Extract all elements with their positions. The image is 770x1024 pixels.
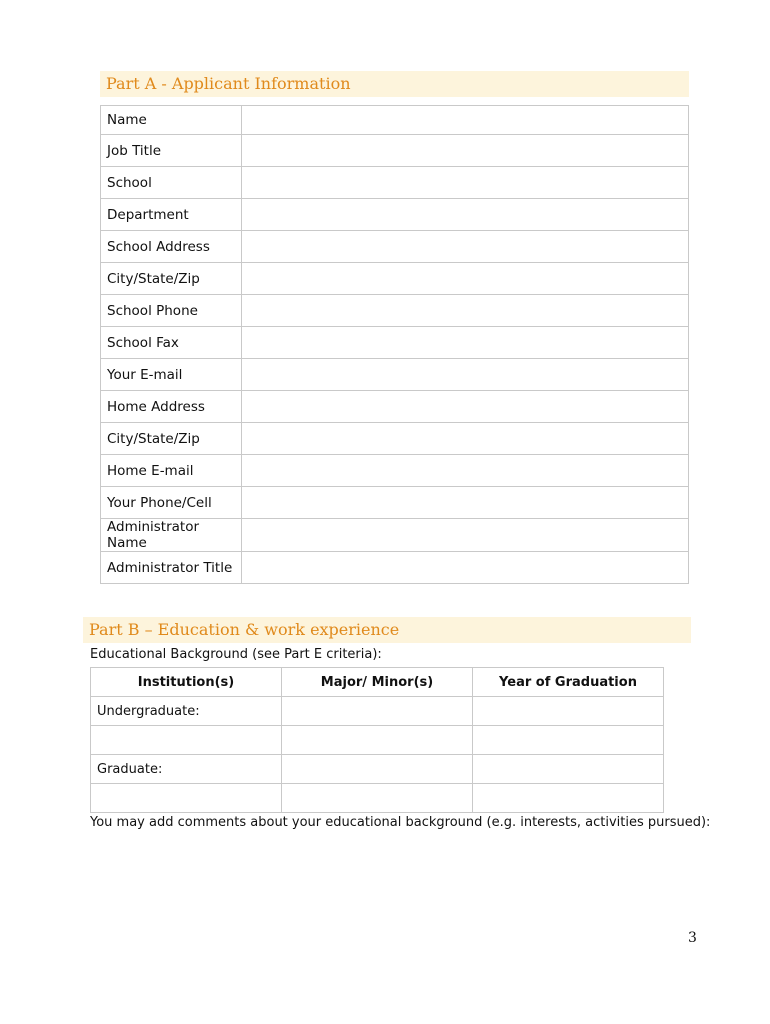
field-label: Name	[101, 106, 242, 135]
comments-note: You may add comments about your educational background (e.g. interests, activities pursued):	[90, 815, 711, 830]
field-label: City/State/Zip	[101, 263, 242, 295]
education-cell[interactable]	[473, 755, 664, 784]
applicant-field-row	[101, 552, 689, 584]
part-b-header: Part B – Education & work experience	[83, 617, 691, 643]
field-label: Job Title	[101, 135, 242, 167]
education-header-row	[91, 668, 664, 697]
page-number: 3	[688, 930, 697, 946]
field-value-cell[interactable]	[241, 167, 688, 199]
field-label: Administrator Name	[101, 519, 242, 552]
field-label: Home E-mail	[101, 455, 242, 487]
column-header-institution: Institution(s)	[91, 668, 282, 697]
column-header-major-minor: Major/ Minor(s)	[282, 668, 473, 697]
field-value-cell[interactable]	[241, 106, 688, 135]
applicant-field-row	[101, 455, 689, 487]
applicant-field-row	[101, 519, 689, 552]
column-header-year-of-graduation: Year of Graduation	[473, 668, 664, 697]
education-cell[interactable]: Undergraduate:	[91, 697, 282, 726]
education-background-intro: Educational Background (see Part E criteria):	[90, 647, 382, 662]
field-label: Department	[101, 199, 242, 231]
applicant-field-row	[101, 295, 689, 327]
field-label: School Phone	[101, 295, 242, 327]
applicant-field-row	[101, 106, 689, 135]
applicant-field-row	[101, 231, 689, 263]
field-value-cell[interactable]	[241, 263, 688, 295]
applicant-field-row	[101, 423, 689, 455]
field-value-cell[interactable]	[241, 231, 688, 263]
field-value-cell[interactable]	[241, 552, 688, 584]
applicant-field-row	[101, 359, 689, 391]
field-value-cell[interactable]	[241, 423, 688, 455]
field-label: Your Phone/Cell	[101, 487, 242, 519]
education-cell[interactable]: Graduate:	[91, 755, 282, 784]
field-value-cell[interactable]	[241, 135, 688, 167]
field-value-cell[interactable]	[241, 199, 688, 231]
applicant-field-row	[101, 167, 689, 199]
field-label: City/State/Zip	[101, 423, 242, 455]
education-row	[91, 726, 664, 755]
applicant-field-row	[101, 199, 689, 231]
field-value-cell[interactable]	[241, 487, 688, 519]
field-value-cell[interactable]	[241, 359, 688, 391]
part-a-header: Part A - Applicant Information	[100, 71, 689, 97]
field-label: School	[101, 167, 242, 199]
education-table	[90, 667, 664, 813]
education-cell[interactable]	[282, 726, 473, 755]
applicant-field-row	[101, 391, 689, 423]
education-cell[interactable]	[473, 784, 664, 813]
education-cell[interactable]	[473, 697, 664, 726]
applicant-info-table	[100, 105, 689, 584]
field-value-cell[interactable]	[241, 455, 688, 487]
field-label: Administrator Title	[101, 552, 242, 584]
education-cell[interactable]	[282, 784, 473, 813]
education-row	[91, 784, 664, 813]
field-label: Your E-mail	[101, 359, 242, 391]
field-value-cell[interactable]	[241, 391, 688, 423]
education-cell[interactable]	[282, 697, 473, 726]
education-row	[91, 755, 664, 784]
applicant-field-row	[101, 135, 689, 167]
field-label: School Fax	[101, 327, 242, 359]
applicant-field-row	[101, 487, 689, 519]
education-row	[91, 697, 664, 726]
applicant-field-row	[101, 263, 689, 295]
field-value-cell[interactable]	[241, 295, 688, 327]
field-label: Home Address	[101, 391, 242, 423]
education-cell[interactable]	[91, 726, 282, 755]
education-cell[interactable]	[282, 755, 473, 784]
education-cell[interactable]	[91, 784, 282, 813]
field-label: School Address	[101, 231, 242, 263]
field-value-cell[interactable]	[241, 327, 688, 359]
field-value-cell[interactable]	[241, 519, 688, 552]
education-cell[interactable]	[473, 726, 664, 755]
applicant-field-row	[101, 327, 689, 359]
